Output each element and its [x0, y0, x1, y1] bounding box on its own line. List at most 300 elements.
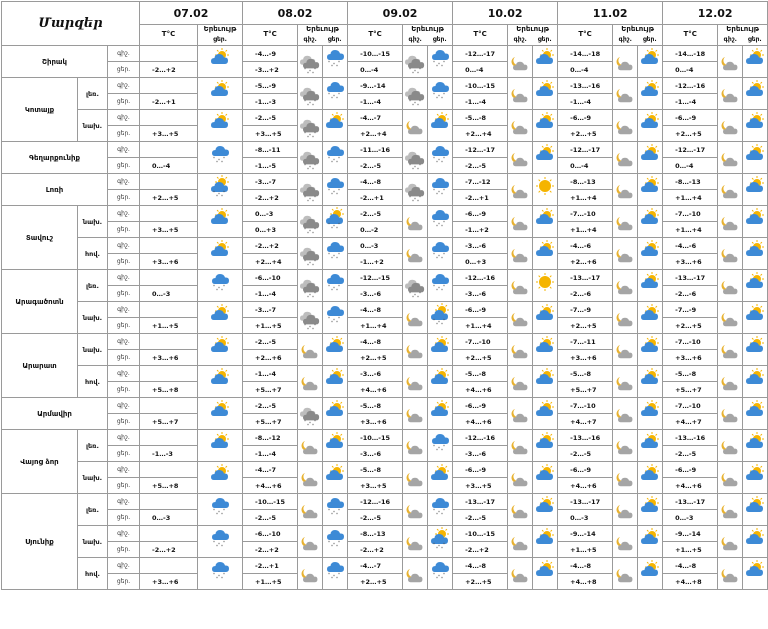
partly-cloudy-sun-icon — [533, 46, 558, 78]
cloud-snow-icon — [198, 270, 243, 302]
night-temp: -13…-16 — [558, 430, 613, 446]
day-temp: +3…+6 — [140, 254, 198, 270]
svg-text:*: * — [309, 261, 312, 266]
day-temp: -1…-4 — [348, 94, 403, 110]
date-header-3: 09.02 — [348, 2, 453, 25]
svg-text:*: * — [312, 103, 315, 108]
night-partly-cloudy-icon — [403, 302, 428, 334]
svg-text:*: * — [333, 286, 336, 291]
sub-zone-label: լեռ. — [78, 270, 108, 302]
night-temp: -4…-8 — [663, 558, 718, 574]
table-row — [2, 398, 768, 414]
svg-text:*: * — [438, 158, 441, 163]
svg-text:*: * — [304, 67, 307, 72]
svg-text:*: * — [436, 512, 439, 517]
night-temp: -4…-7 — [348, 558, 403, 574]
svg-text:*: * — [304, 195, 307, 200]
night-temp: -7…-10 — [663, 206, 718, 222]
table-row — [2, 334, 768, 350]
svg-text:*: * — [307, 295, 310, 300]
temp-col-label: T°C — [263, 30, 277, 38]
svg-text:*: * — [312, 135, 315, 140]
night-label: գիշ. — [108, 462, 140, 478]
night-partly-cloudy-icon — [718, 462, 743, 494]
svg-text:*: * — [338, 92, 341, 97]
day-temp: +5…+7 — [663, 382, 718, 398]
night-temp — [140, 558, 198, 574]
day-temp: +3…+5 — [243, 126, 298, 142]
night-temp: -6…-9 — [453, 302, 508, 318]
day-temp: -2…+2 — [243, 190, 298, 206]
svg-text:*: * — [307, 199, 310, 204]
night-temp: -11…-16 — [348, 142, 403, 158]
sunny-icon — [533, 270, 558, 302]
day-temp: -1…-4 — [663, 94, 718, 110]
night-partly-cloudy-icon — [403, 110, 428, 142]
night-temp: -6…-9 — [558, 110, 613, 126]
night-temp — [140, 494, 198, 510]
svg-text:*: * — [216, 544, 219, 549]
night-partly-cloudy-icon — [613, 78, 638, 110]
day-temp: -2…-5 — [558, 446, 613, 462]
svg-text:*: * — [414, 69, 417, 74]
forecast-page — [1, 1, 762, 590]
svg-text:*: * — [328, 222, 331, 227]
day-temp: +1…+5 — [558, 542, 613, 558]
night-partly-cloudy-icon — [298, 462, 323, 494]
region-name: Լոռի — [2, 174, 108, 206]
overcast-icon — [403, 142, 428, 174]
svg-text:*: * — [314, 163, 317, 168]
partly-cloudy-sun-icon — [533, 238, 558, 270]
svg-text:*: * — [336, 192, 339, 197]
svg-text:*: * — [304, 99, 307, 104]
svg-text:*: * — [221, 160, 224, 165]
date-header-1: 07.02 — [140, 2, 243, 25]
day-temp: +1…+4 — [453, 318, 508, 334]
day-temp: -1…-4 — [243, 446, 298, 462]
svg-text:*: * — [312, 327, 315, 332]
temp-col-label: T°C — [161, 30, 176, 38]
phenomenon-label: Երեւույթ — [203, 25, 237, 33]
day-temp: -1…-3 — [140, 446, 198, 462]
date-header-5: 11.02 — [558, 2, 663, 25]
partly-cloudy-sun-icon — [428, 110, 453, 142]
svg-text:*: * — [213, 508, 216, 513]
svg-text:*: * — [304, 227, 307, 232]
svg-text:*: * — [412, 71, 415, 76]
day-temp: 0…-2 — [348, 222, 403, 238]
day-temp: +3…+5 — [348, 478, 403, 494]
svg-text:*: * — [307, 327, 310, 332]
overcast-icon — [298, 142, 323, 174]
temp-col-header — [140, 25, 198, 46]
night-temp: -13…-17 — [663, 494, 718, 510]
svg-text:*: * — [338, 252, 341, 257]
svg-text:*: * — [438, 254, 441, 259]
svg-text:*: * — [333, 224, 336, 229]
night-temp — [140, 526, 198, 542]
forecast-table — [1, 1, 768, 590]
night-temp — [140, 142, 198, 158]
sub-zone-label: նախ. — [78, 110, 108, 142]
cloud-snow-icon — [198, 526, 243, 558]
night-partly-cloudy-icon — [508, 142, 533, 174]
day-temp: -3…+2 — [243, 62, 298, 78]
svg-text:*: * — [333, 158, 336, 163]
svg-text:*: * — [443, 156, 446, 161]
cloud-snow-icon — [428, 46, 453, 78]
night-temp: -8…-12 — [243, 430, 298, 446]
day-label: ցեր. — [108, 222, 140, 238]
night-partly-cloudy-icon — [508, 78, 533, 110]
cloud-snow-icon — [428, 238, 453, 270]
day-temp: 0…-4 — [453, 62, 508, 78]
partly-cloudy-sun-icon — [323, 334, 348, 366]
temp-col-header — [663, 25, 718, 46]
svg-text:*: * — [331, 256, 334, 261]
sunny-icon — [533, 174, 558, 206]
partly-cloudy-sun-icon — [638, 398, 663, 430]
partly-cloudy-sun-icon — [533, 398, 558, 430]
svg-text:*: * — [417, 71, 420, 76]
partly-cloudy-sun-icon — [743, 206, 768, 238]
phenomenon-label: Երեւույթ — [621, 25, 655, 33]
svg-text:*: * — [218, 192, 221, 197]
svg-text:*: * — [216, 576, 219, 581]
temp-col-label: T°C — [578, 30, 592, 38]
svg-text:*: * — [314, 259, 317, 264]
day-temp: 0…-4 — [140, 158, 198, 174]
day-temp: +3…+6 — [140, 350, 198, 366]
svg-text:*: * — [436, 192, 439, 197]
night-partly-cloudy-icon — [403, 238, 428, 270]
night-temp: -2…+1 — [243, 558, 298, 574]
table-row — [2, 46, 768, 62]
cloud-snow-icon — [323, 494, 348, 526]
date-header-2: 08.02 — [243, 2, 348, 25]
day-temp: -3…-6 — [453, 286, 508, 302]
partly-cloudy-sun-icon — [323, 430, 348, 462]
day-temp: +4…+8 — [663, 574, 718, 590]
night-temp: -6…-9 — [453, 206, 508, 222]
svg-text:*: * — [441, 576, 444, 581]
night-label: գիշ. — [108, 398, 140, 414]
svg-text:*: * — [333, 542, 336, 547]
partly-cloudy-sun-icon — [198, 366, 243, 398]
night-temp: -13…-16 — [558, 78, 613, 94]
night-temp — [140, 398, 198, 414]
night-temp: -7…-10 — [558, 206, 613, 222]
cloud-snow-icon — [428, 430, 453, 462]
night-temp: -7…-10 — [453, 334, 508, 350]
svg-text:*: * — [433, 542, 436, 547]
day-label: ցեր. — [108, 542, 140, 558]
night-partly-cloudy-icon — [613, 206, 638, 238]
svg-text:*: * — [336, 544, 339, 549]
night-partly-cloudy-icon — [403, 462, 428, 494]
day-temp: +1…+4 — [558, 190, 613, 206]
svg-text:*: * — [436, 546, 439, 551]
day-label: ցեր. — [108, 478, 140, 494]
svg-text:*: * — [436, 224, 439, 229]
night-temp — [140, 430, 198, 446]
night-partly-cloudy-icon — [613, 270, 638, 302]
table-row — [2, 174, 768, 190]
night-partly-cloudy-icon — [718, 398, 743, 430]
svg-text:*: * — [441, 160, 444, 165]
partly-cloudy-sun-icon — [743, 334, 768, 366]
phenomenon-label: Երեւույթ — [306, 25, 339, 33]
day-temp: 0…-4 — [558, 62, 613, 78]
svg-text:*: * — [338, 572, 341, 577]
svg-text:*: * — [409, 291, 412, 296]
night-temp: -10…-15 — [348, 46, 403, 62]
svg-text:*: * — [433, 92, 436, 97]
night-temp: 0…-3 — [348, 238, 403, 254]
night-partly-cloudy-icon — [718, 174, 743, 206]
day-temp: 0…+3 — [453, 254, 508, 270]
night-label: գիշ. — [108, 366, 140, 382]
svg-text:*: * — [304, 291, 307, 296]
sub-zone-label: լեռ. — [78, 494, 108, 526]
day-temp: +5…+7 — [243, 382, 298, 398]
svg-text:*: * — [412, 167, 415, 172]
night-label: գիշ. — [108, 302, 140, 318]
day-temp: +2…+6 — [243, 350, 298, 366]
night-temp: -10…-15 — [453, 78, 508, 94]
day-temp: +1…+4 — [558, 222, 613, 238]
day-temp: +1…+5 — [243, 318, 298, 334]
cloud-snow-icon — [428, 174, 453, 206]
cloud-snow-icon — [428, 270, 453, 302]
date-header-6: 12.02 — [663, 2, 768, 25]
day-temp: -1…-3 — [243, 94, 298, 110]
svg-text:*: * — [414, 197, 417, 202]
svg-text:*: * — [216, 194, 219, 199]
table-row — [2, 238, 768, 254]
svg-text:*: * — [223, 508, 226, 513]
svg-text:*: * — [417, 295, 420, 300]
night-temp: -2…-5 — [243, 398, 298, 414]
day-temp: +3…+6 — [140, 574, 198, 590]
svg-text:*: * — [412, 295, 415, 300]
night-label: գիշ. — [408, 36, 422, 43]
day-temp: +4…+6 — [243, 478, 298, 494]
night-partly-cloudy-icon — [718, 142, 743, 174]
day-temp: +4…+8 — [558, 574, 613, 590]
day-temp: +2…+5 — [558, 126, 613, 142]
cloud-snow-icon — [198, 558, 243, 590]
svg-text:*: * — [441, 192, 444, 197]
svg-text:*: * — [331, 192, 334, 197]
partly-cloudy-sun-icon — [323, 110, 348, 142]
partly-cloudy-sun-icon — [743, 430, 768, 462]
night-partly-cloudy-icon — [508, 462, 533, 494]
night-partly-cloudy-icon — [403, 526, 428, 558]
partly-cloudy-sun-icon — [743, 302, 768, 334]
night-partly-cloudy-icon — [403, 398, 428, 430]
night-label: գիշ. — [108, 142, 140, 158]
svg-text:*: * — [216, 288, 219, 293]
night-partly-cloudy-icon — [718, 238, 743, 270]
svg-text:*: * — [433, 156, 436, 161]
overcast-icon — [403, 174, 428, 206]
svg-text:*: * — [338, 284, 341, 289]
night-temp: -6…-10 — [243, 526, 298, 542]
partly-cloudy-sun-icon — [743, 78, 768, 110]
night-partly-cloudy-icon — [403, 366, 428, 398]
partly-cloudy-sun-icon — [533, 334, 558, 366]
svg-text:*: * — [223, 572, 226, 577]
day-temp: -2…+1 — [453, 190, 508, 206]
partly-cloudy-sun-icon — [743, 494, 768, 526]
svg-text:*: * — [331, 96, 334, 101]
cloud-snow-icon — [323, 78, 348, 110]
night-partly-cloudy-icon — [298, 430, 323, 462]
svg-text:*: * — [304, 131, 307, 136]
svg-text:*: * — [304, 419, 307, 424]
partly-cloudy-sun-icon — [533, 462, 558, 494]
night-temp: -6…-9 — [663, 110, 718, 126]
night-partly-cloudy-icon — [613, 46, 638, 78]
temp-col-header — [348, 25, 403, 46]
night-label: գիշ. — [108, 46, 140, 62]
cloud-snow-icon — [428, 558, 453, 590]
svg-text:*: * — [336, 256, 339, 261]
day-label: ցեր. — [213, 36, 227, 43]
night-temp: -5…-8 — [453, 366, 508, 382]
svg-text:*: * — [414, 101, 417, 106]
night-partly-cloudy-icon — [718, 334, 743, 366]
svg-text:*: * — [213, 540, 216, 545]
overcast-icon — [403, 78, 428, 110]
svg-text:*: * — [309, 101, 312, 106]
svg-text:*: * — [221, 288, 224, 293]
night-temp: -4…-7 — [243, 462, 298, 478]
partly-cloudy-sun-icon — [323, 462, 348, 494]
svg-text:*: * — [328, 92, 331, 97]
cloud-snow-icon — [198, 494, 243, 526]
day-label: ցեր. — [108, 446, 140, 462]
svg-text:*: * — [223, 156, 226, 161]
sub-zone-label: լեռ. — [78, 78, 108, 110]
svg-text:*: * — [218, 542, 221, 547]
svg-text:*: * — [216, 160, 219, 165]
night-temp: -12…-16 — [348, 494, 403, 510]
phenomenon-label: Երեւույթ — [726, 25, 760, 33]
day-temp: +4…+6 — [558, 478, 613, 494]
partly-cloudy-sun-icon — [533, 206, 558, 238]
day-temp: +4…+7 — [558, 414, 613, 430]
svg-text:*: * — [312, 263, 315, 268]
partly-cloudy-sun-icon — [533, 110, 558, 142]
svg-text:*: * — [433, 444, 436, 449]
svg-text:*: * — [328, 252, 331, 257]
partly-cloudy-sun-icon — [428, 398, 453, 430]
svg-text:*: * — [438, 222, 441, 227]
region-name: Տավուշ — [2, 206, 78, 270]
day-temp: -2…-5 — [348, 158, 403, 174]
phenomenon-col-header — [198, 25, 243, 46]
night-label: գիշ. — [108, 558, 140, 574]
day-temp: +3…+6 — [663, 350, 718, 366]
svg-text:*: * — [213, 284, 216, 289]
svg-text:*: * — [312, 231, 315, 236]
svg-text:*: * — [443, 188, 446, 193]
day-label: ցեր. — [108, 414, 140, 430]
cloud-snow-icon — [428, 142, 453, 174]
sub-zone-label: նախ. — [78, 334, 108, 366]
night-partly-cloudy-icon — [613, 462, 638, 494]
svg-text:*: * — [309, 197, 312, 202]
partly-cloudy-sun-icon — [428, 462, 453, 494]
svg-text:*: * — [304, 259, 307, 264]
svg-text:*: * — [433, 284, 436, 289]
night-label: գիշ. — [618, 36, 632, 43]
svg-text:*: * — [307, 263, 310, 268]
night-partly-cloudy-icon — [508, 110, 533, 142]
day-temp: +2…+5 — [140, 190, 198, 206]
svg-text:*: * — [336, 320, 339, 325]
day-temp: 0…-4 — [558, 158, 613, 174]
night-temp: -8…-11 — [243, 142, 298, 158]
night-partly-cloudy-icon — [508, 270, 533, 302]
night-temp: -3…-7 — [243, 174, 298, 190]
day-temp: 0…-4 — [348, 62, 403, 78]
night-partly-cloudy-icon — [718, 270, 743, 302]
overcast-icon — [298, 46, 323, 78]
night-partly-cloudy-icon — [718, 430, 743, 462]
svg-text:*: * — [304, 323, 307, 328]
night-temp — [140, 78, 198, 94]
night-partly-cloudy-icon — [613, 174, 638, 206]
partly-cloudy-sun-icon — [638, 46, 663, 78]
night-temp: -2…-5 — [243, 334, 298, 350]
day-temp: -1…-4 — [558, 94, 613, 110]
night-temp: -13…-17 — [558, 270, 613, 286]
svg-text:*: * — [436, 576, 439, 581]
night-partly-cloudy-icon — [298, 366, 323, 398]
svg-text:*: * — [314, 99, 317, 104]
night-temp: -10…-15 — [348, 430, 403, 446]
table-row — [2, 142, 768, 158]
svg-text:*: * — [333, 318, 336, 323]
night-temp: -4…-8 — [558, 558, 613, 574]
svg-text:*: * — [309, 325, 312, 330]
region-name: Վայոց ձոր — [2, 430, 78, 494]
svg-text:*: * — [436, 322, 439, 327]
svg-text:*: * — [412, 103, 415, 108]
svg-text:*: * — [417, 103, 420, 108]
day-label: ցեր. — [642, 36, 657, 43]
day-temp: +2…+4 — [348, 126, 403, 142]
night-partly-cloudy-icon — [298, 494, 323, 526]
temp-col-label: T°C — [683, 30, 697, 38]
svg-text:*: * — [441, 512, 444, 517]
night-partly-cloudy-icon — [718, 302, 743, 334]
day-temp: +5…+8 — [140, 382, 198, 398]
night-partly-cloudy-icon — [613, 398, 638, 430]
day-temp: +1…+4 — [663, 190, 718, 206]
svg-text:*: * — [223, 540, 226, 545]
svg-text:*: * — [433, 220, 436, 225]
svg-text:*: * — [441, 288, 444, 293]
night-partly-cloudy-icon — [718, 46, 743, 78]
phenomenon-col-header — [718, 25, 768, 46]
day-temp: +2…+5 — [348, 350, 403, 366]
partly-cloudy-sun-icon — [198, 398, 243, 430]
